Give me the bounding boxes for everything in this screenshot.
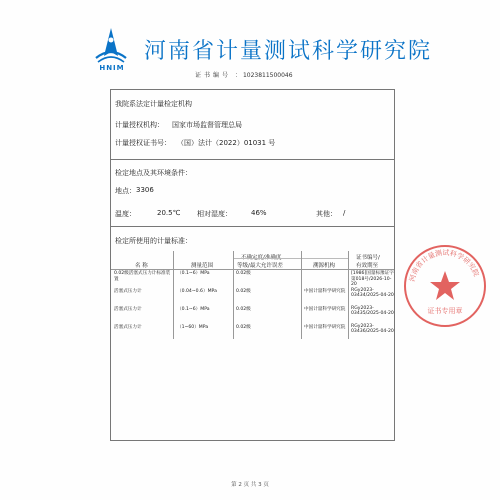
stamp-text-top: 河南省计量测试科学研究院 [408, 248, 481, 283]
row-source: 中国计量科学研究院 [304, 325, 346, 330]
logo-text: HNIM [99, 64, 125, 72]
place-value: 3306 [136, 186, 154, 194]
row-uncert: 0.02级 [236, 325, 251, 330]
row-source: 中国计量科学研究院 [304, 289, 346, 294]
stamp-text-bottom: 证书专用章 [427, 307, 463, 315]
divider-1 [111, 159, 394, 160]
row-cert: RGy2023-03434/2025-04-20 [351, 288, 394, 298]
row-source: 中国计量科学研究院 [304, 307, 346, 312]
official-stamp-icon [402, 243, 488, 329]
section1-title: 我院系法定计量检定机构 [115, 100, 192, 108]
institute-name: 河南省计量测试科学研究院 [144, 39, 433, 64]
row-range: （0.04~0.6）MPa [177, 289, 217, 294]
divider-2 [111, 226, 394, 227]
row-name: 0.02级活塞式压力计标准装置 [114, 271, 171, 282]
col-header-cert-top: 证书编号/ [356, 255, 380, 261]
temp-value: 20.5℃ [157, 209, 181, 217]
section2-title: 检定地点及其环境条件： [115, 169, 192, 177]
standards-table [111, 251, 394, 341]
place-label: 地点： [115, 187, 136, 195]
col-header-cert-bottom: 有效期至 [356, 263, 379, 269]
humidity-value: 46% [251, 209, 267, 217]
humidity-label: 相对湿度： [197, 210, 232, 218]
col-header-uncert-bottom: 等级/最大允许误差 [237, 263, 283, 269]
auth-cert-label: 计量授权证书号： [115, 139, 171, 147]
row-range: （1~60）MPa [177, 325, 209, 330]
content-box [110, 89, 395, 441]
row-name: 活塞式压力计 [114, 307, 142, 312]
other-label: 其他： [316, 210, 337, 218]
row-uncert: 0.02级 [236, 271, 251, 276]
row-range: （0.1~6）MPa [177, 271, 210, 276]
section3-title: 检定所使用的计量标准： [115, 237, 192, 245]
cert-no-value: 1023811500046 [242, 72, 293, 79]
auth-org-label: 计量授权机构： [115, 121, 164, 129]
certificate-number: 证书编号 ： 1023811500046 [195, 72, 293, 79]
row-uncert: 0.02级 [236, 289, 251, 294]
col-header-range: 测量范围 [191, 263, 214, 269]
temp-label: 温度： [115, 210, 136, 218]
col-header-uncert-top: 不确定度/准确度 [241, 255, 282, 261]
row-cert: RGy2023-03435/2025-04-20 [351, 306, 394, 316]
auth-org-value: 国家市场监督管理总局 [172, 121, 242, 129]
other-value: / [343, 209, 346, 217]
col-header-name: 名 称 [135, 263, 148, 269]
col-header-source: 溯源机构 [313, 263, 336, 269]
cert-no-label: 证书编号 [195, 72, 232, 79]
auth-cert-value: （国）法计（2022）01031 号 [177, 139, 276, 147]
row-range: （0.1~6）MPa [177, 307, 210, 312]
page-footer: 第 2 页 共 3 页 [231, 482, 269, 488]
row-name: 活塞式压力计 [114, 325, 142, 330]
row-cert: [1986]国量标豫证字第018号/2026-10-20 [351, 271, 394, 287]
row-uncert: 0.02级 [236, 307, 251, 312]
row-cert: RGy2023-03436/2025-04-20 [351, 324, 394, 334]
row-name: 活塞式压力计 [114, 289, 142, 294]
